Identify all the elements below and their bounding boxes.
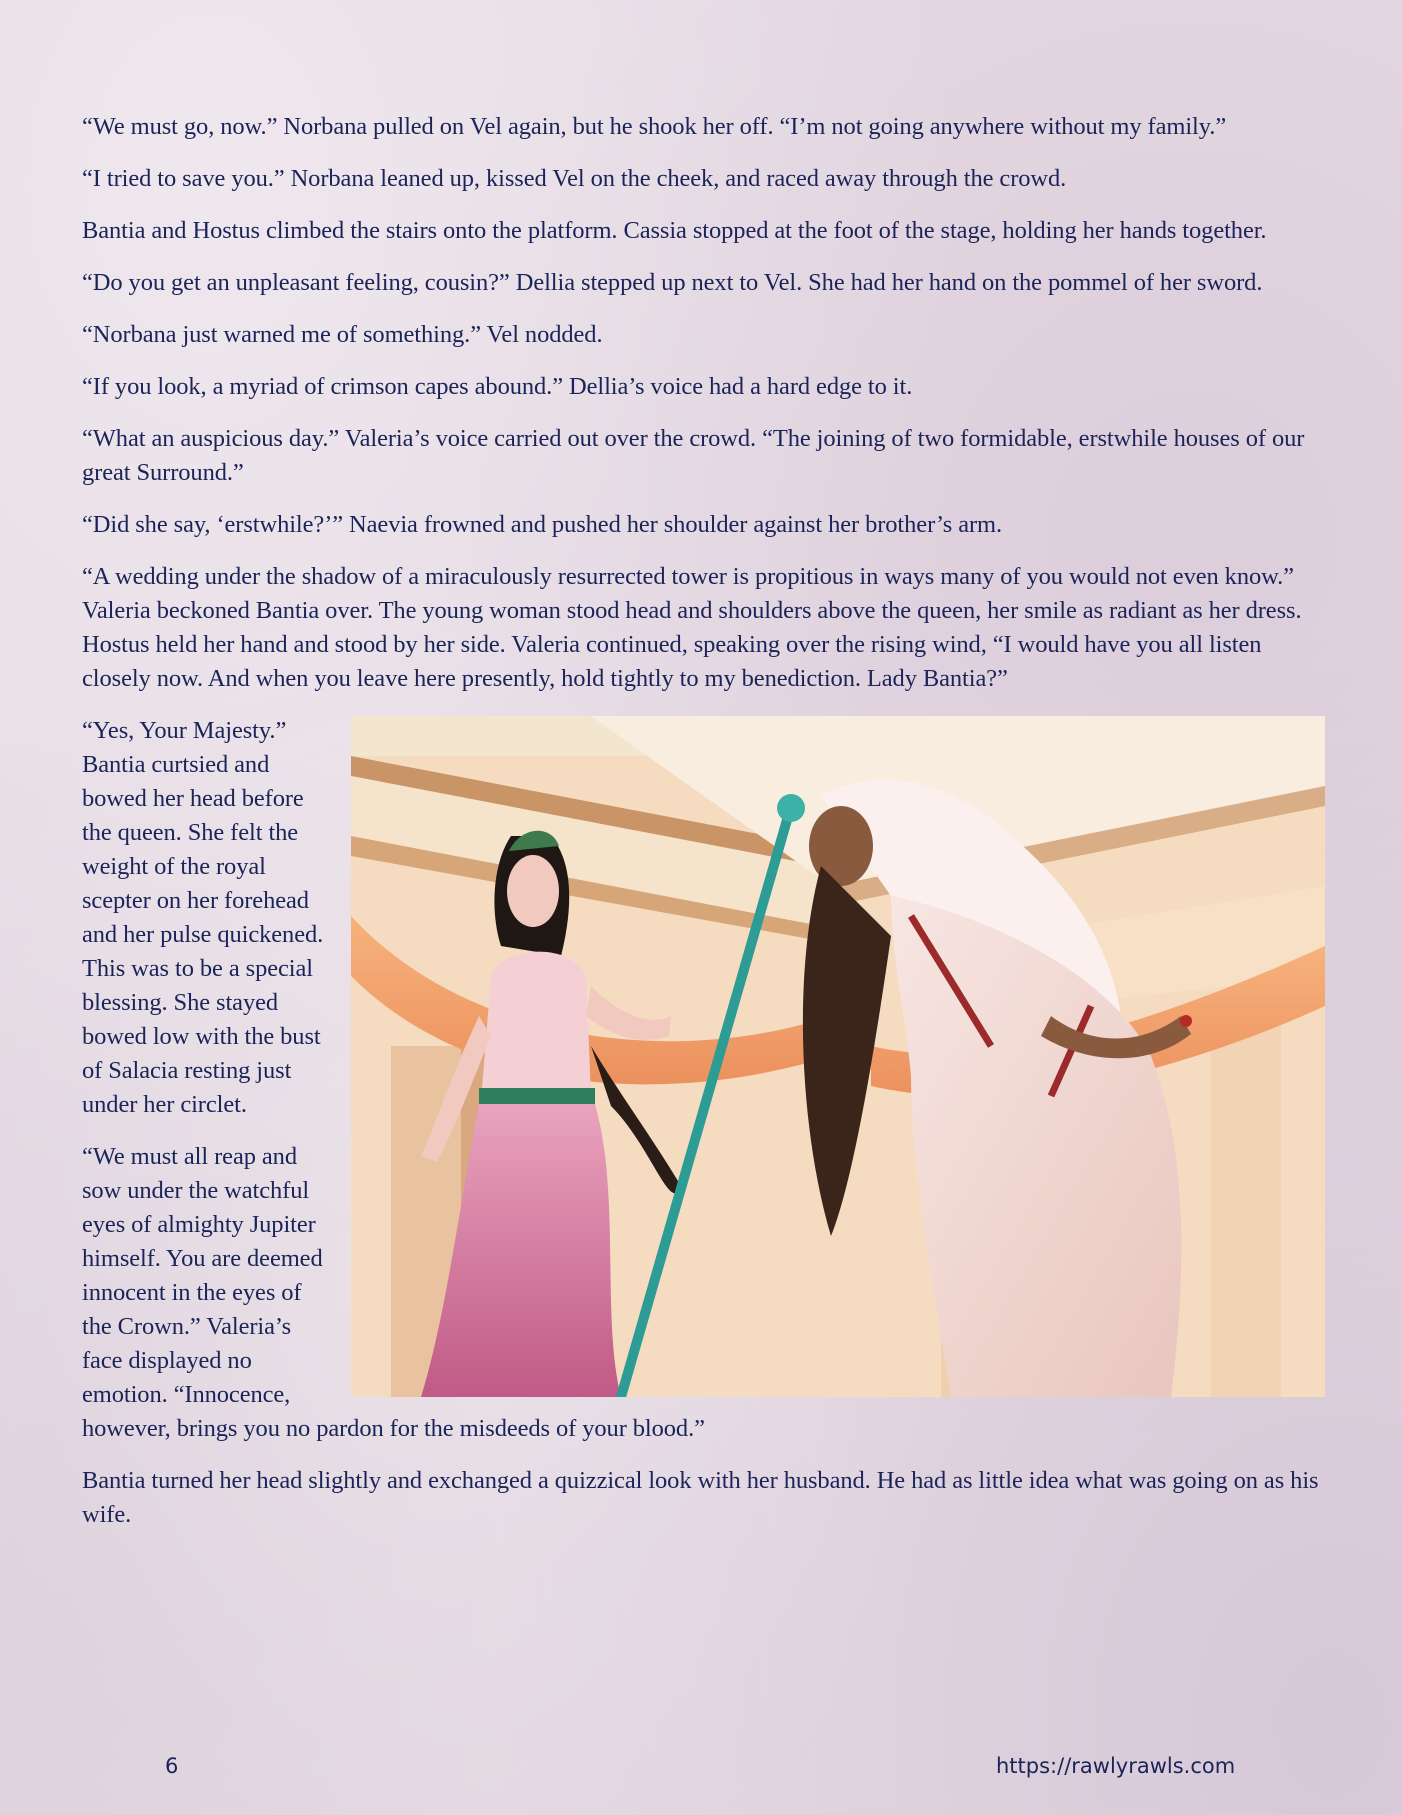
paragraph: “If you look, a myriad of crimson capes abound.” Dellia’s voice had a hard edge to it. [82, 373, 913, 400]
paragraph: “Norbana just warned me of something.” Vel nodded. [82, 321, 603, 348]
story-illustration [351, 716, 1325, 1397]
paragraph: Bantia turned her head slightly and exchanged a quizzical look with her husband. He had as little idea what was going on as his wife. [82, 1467, 1319, 1528]
illustrated-section [82, 714, 1322, 1446]
website-url[interactable]: https://rawlyrawls.com [996, 1754, 1236, 1778]
page-number: 6 [165, 1754, 179, 1778]
paragraph: “Yes, Your Majesty.” Bantia curtsied and bowed her head before the queen. She felt the weight of the royal scepter on her forehead and her pulse quickened. This was to be a special blessing. She stayed bowed low with the bust of Salacia resting just under her circlet. [82, 717, 324, 1118]
paragraph: Bantia and Hostus climbed the stairs onto the platform. Cassia stopped at the foot of the stage, holding her hands together. [82, 217, 1267, 244]
paragraph: “A wedding under the shadow of a miraculously resurrected tower is propitious in ways many of you would not even know.” Valeria beckoned Bantia over. The young woman stood head and shoulders above the queen, her smile as radiant as her dress. Hostus held her hand and stood by her side. Valeria continued, speaking over the rising wind, “I would have you all listen closely now. And when you leave here presently, hold tightly to my benediction. Lady Bantia?” [82, 563, 1302, 692]
illustration-artwork [351, 716, 1325, 1397]
paragraph: “What an auspicious day.” Valeria’s voice carried out over the crowd. “The joining of two formidable, erstwhile houses of our great Surround.” [82, 425, 1305, 486]
paragraph: “We must go, now.” Norbana pulled on Vel again, but he shook her off. “I’m not going anywhere without my family.” [82, 113, 1227, 140]
paragraph: “Did she say, ‘erstwhile?’” Naevia frowned and pushed her shoulder against her brother’s arm. [82, 511, 1003, 538]
paragraph: “Do you get an unpleasant feeling, cousin?” Dellia stepped up next to Vel. She had her hand on the pommel of her sword. [82, 269, 1263, 296]
paragraph: “I tried to save you.” Norbana leaned up, kissed Vel on the cheek, and raced away through the crowd. [82, 165, 1067, 192]
document-page [82, 110, 1322, 1550]
paragraph: “We must all reap and sow under the watchful eyes of almighty Jupiter himself. You are deemed innocent in the eyes of the Crown.” Valeria’s face displayed no emotion. “Innocence, however, brings you no pardon for the misdeeds of your blood.” [82, 1143, 705, 1442]
